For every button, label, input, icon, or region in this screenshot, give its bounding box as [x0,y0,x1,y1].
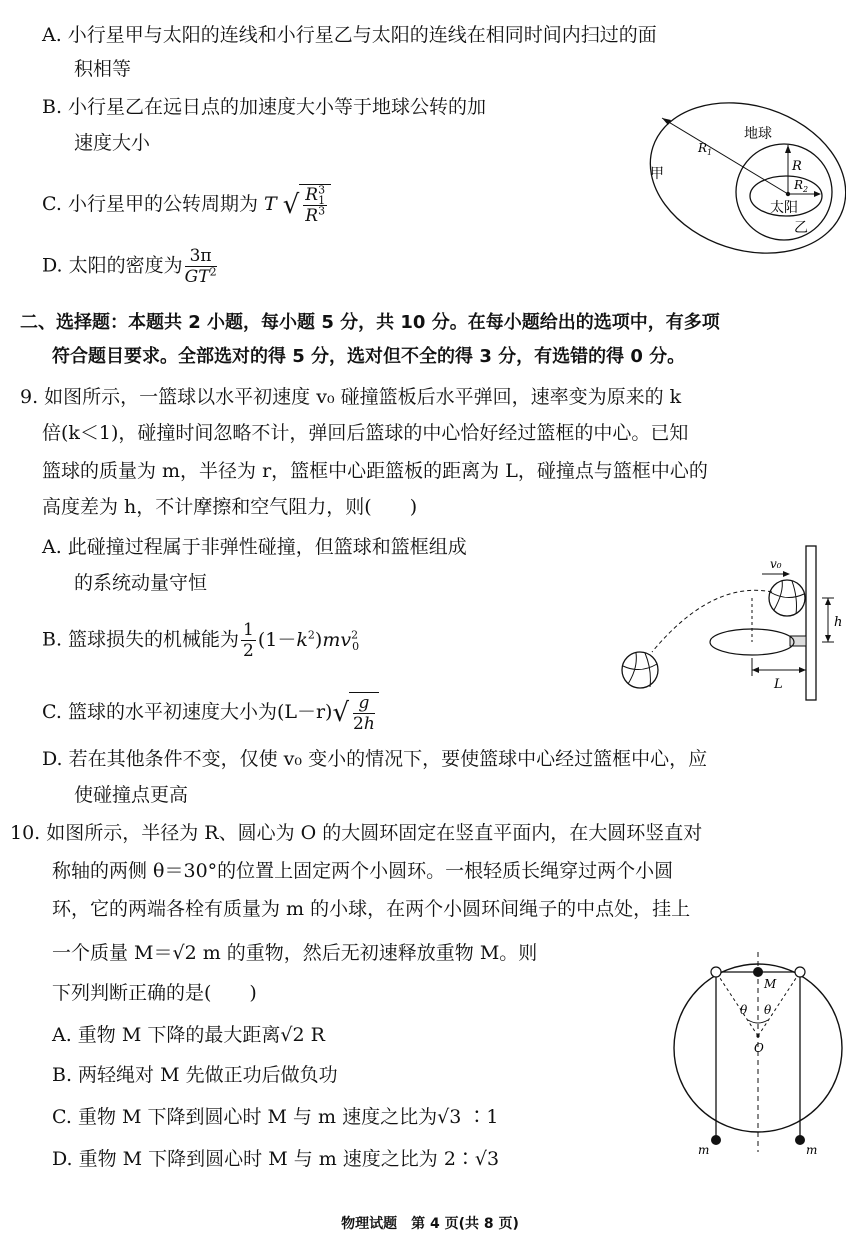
q8-option-a-cont: 积相等 [74,58,132,80]
l-arrow-left [752,667,759,673]
q8-option-b-cont: 速度大小 [74,132,151,154]
q10-stem-line1: 10. 如图所示，半径为 R、圆心为 O 的大圆环固定在竖直平面内，在大圆环竖直对 [10,822,703,844]
q8-density-formula: $\frac{3\pi}{GT^2}$ [184,246,217,287]
center-O [756,1034,759,1037]
q8-option-c-text: C. 小行星甲的公转周期为 [42,193,258,215]
h-arrow-top [825,598,831,605]
q9-half-frac: $\frac{1}{2}$ [243,620,254,661]
q9-option-d-cont: 使碰撞点更高 [74,784,189,806]
q8-option-b: B. 小行星乙在远日点的加速度大小等于地球公转的加 [42,96,487,118]
label-r: R [792,159,802,174]
q8-sqrt-formula: √ $\frac{R^3_1}{R^3}$ [283,184,331,226]
label-l: L [774,677,783,692]
weight-M [753,967,763,977]
label-yi: 乙 [794,220,808,236]
q10-option-d: D. 重物 M 下降到圆心时 M 与 m 速度之比为 2∶√3 [52,1148,500,1170]
section2-heading: 二、选择题：本题共 2 小题，每小题 5 分，共 10 分。在每小题给出的选项中，有多项 [20,312,720,333]
label-M: M [764,977,777,991]
q8-period-formula: T [264,193,283,215]
theta-arc [748,1020,768,1023]
label-v0: v₀ [770,557,782,571]
trajectory [652,590,772,652]
q9-option-c [42,692,379,734]
q8-option-a: A. 小行星甲与太阳的连线和小行星乙与太阳的连线在相同时间内扫过的面 [42,24,657,46]
small-ring-left [711,967,721,977]
q10-stem-line3: 环，它的两端各栓有质量为 m 的小球，在两个小圆环间绳子的中点处，挂上 [52,898,691,920]
backboard [806,546,816,700]
q9-option-b-text: B. 篮球损失的机械能为 [42,628,240,651]
q9-stem-line2: 倍(k＜1)，碰撞时间忽略不计，弹回后篮球的中心恰好经过篮框的中心。已知 [42,422,689,444]
q10-option-b: B. 两轻绳对 M 先做正功后做负功 [52,1064,338,1086]
radius-left [716,972,758,1036]
label-theta-left: θ [740,1003,748,1017]
label-h: h [834,615,843,630]
q10-ring-figure [668,948,848,1158]
r-arrow [785,145,791,153]
r1-arrow [662,118,671,125]
q9-option-d: D. 若在其他条件不变，仅使 v₀ 变小的情况下，要使篮球中心经过篮框中心，应 [42,748,708,770]
label-r1: $R_1$ [698,141,713,157]
q9-option-a-cont: 的系统动量守恒 [74,572,208,594]
q8-option-c [42,184,331,226]
q9-sqrt-formula: √ $\frac{g}{2h}$ [332,692,378,734]
v0-arrowhead [783,571,790,577]
q8-option-d [42,246,219,287]
q10-option-c: C. 重物 M 下降到圆心时 M 与 m 速度之比为√3 ∶1 [52,1106,499,1128]
q10-stem-line2: 称轴的两侧 θ＝30°的位置上固定两个小圆环。一根轻质长绳穿过两个小圆 [52,860,674,882]
q9-option-a: A. 此碰撞过程属于非弹性碰撞，但篮球和篮框组成 [42,536,467,558]
label-O: O [754,1041,764,1055]
label-sun: 太阳 [770,200,798,216]
section2-heading-cont: 符合题目要求。全部选对的得 5 分，选对但不全的得 3 分，有选错的得 0 分。 [52,346,686,367]
q9-basketball-figure [612,540,852,710]
q9-option-b [42,620,359,661]
label-r2: $R_2$ [794,178,809,194]
q10-option-a: A. 重物 M 下降的最大距离√2 R [52,1024,325,1046]
l-arrow-right [799,667,806,673]
ball-right [795,1135,805,1145]
q8-option-d-text: D. 太阳的密度为 [42,254,183,277]
label-earth: 地球 [744,126,772,142]
label-m-right: m [806,1143,818,1157]
q9-stem-line1: 9. 如图所示，一篮球以水平初速度 v₀ 碰撞篮板后水平弹回，速率变为原来的 k [20,386,682,408]
small-ring-right [795,967,805,977]
q9-stem-line4: 高度差为 h，不计摩擦和空气阻力，则( ) [42,496,418,518]
q9-option-c-text: C. 篮球的水平初速度大小为(L－r) [42,701,333,723]
label-jia: 甲 [650,166,664,182]
q10-stem-line4: 一个质量 M＝√2 m 的重物，然后无初速释放重物 M。则 [52,942,538,964]
label-m-left: m [698,1143,710,1157]
page-footer: 物理试题 第 4 页(共 8 页) [341,1216,519,1232]
label-theta-right: θ [764,1003,772,1017]
q9-energy-formula: $(1-k^2)mv^2_0$ [257,628,360,654]
h-arrow-bottom [825,635,831,642]
q8-orbit-figure [636,100,846,260]
q10-stem-line5: 下列判断正确的是( ) [52,982,257,1004]
r2-arrow [814,191,821,197]
q9-stem-line3: 篮球的质量为 m，半径为 r，篮框中心距篮板的距离为 L，碰撞点与篮框中心的 [42,460,708,482]
ball-left [711,1135,721,1145]
